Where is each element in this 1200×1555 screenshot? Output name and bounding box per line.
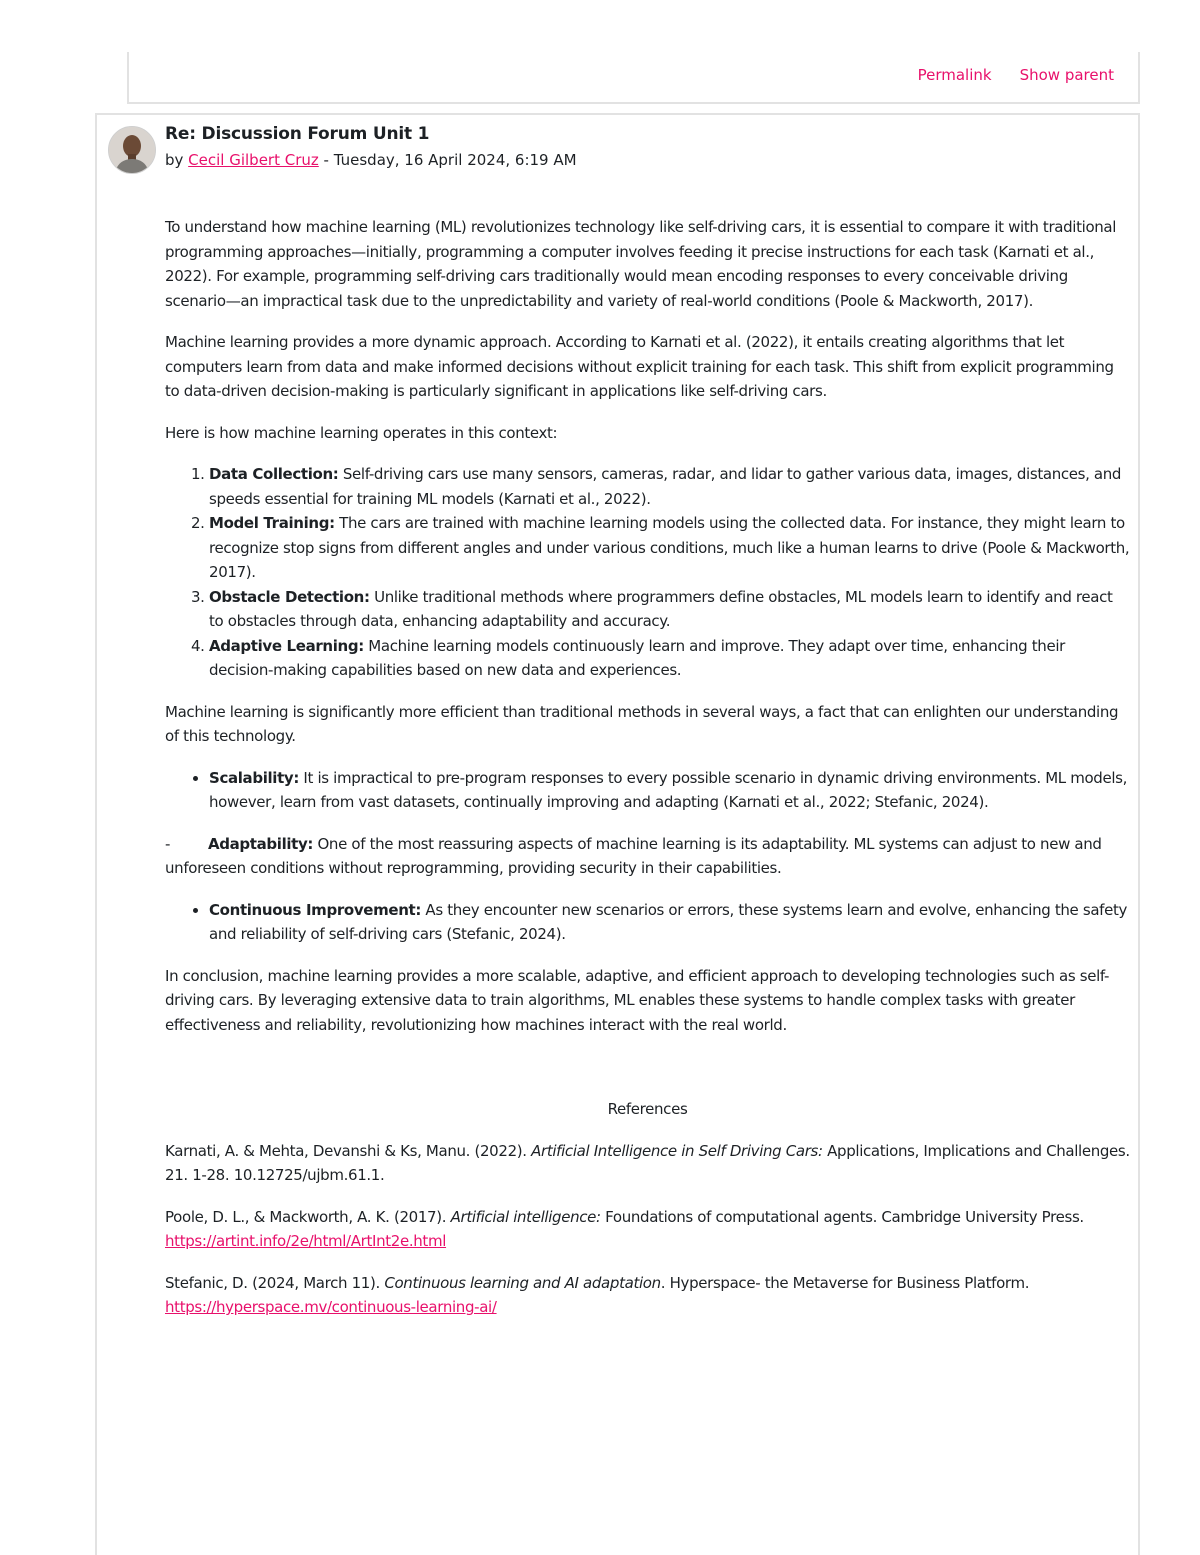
date-separator: -	[318, 151, 334, 169]
reference-title: Continuous learning and AI adaptation	[384, 1273, 661, 1292]
reference-item	[165, 1205, 1130, 1254]
list-item	[209, 585, 1130, 634]
forum-post	[95, 113, 1140, 1555]
intro-paragraph: To understand how machine learning (ML) revolutionizes technology like self-driving cars, it is essential to compare it with traditional programming approaches—initially, programming a computer involves feeding it precise instructions for each task (Karnati et al., 2022). For example, programming self-driving cars traditionally would mean encoding responses to every conceivable driving scenario—an impractical task due to the unpredictability and variety of real-world conditions (Poole & Mackworth, 2017).	[165, 218, 1117, 310]
post-date: Tuesday, 16 April 2024, 6:19 AM	[333, 151, 577, 169]
author-avatar[interactable]	[108, 126, 156, 174]
reference-text-after: Foundations of computational agents. Cambridge University Press.	[600, 1207, 1084, 1226]
continuous-list	[165, 898, 1130, 947]
list-item	[209, 766, 1130, 815]
list-item-term: Obstacle Detection:	[209, 587, 370, 606]
list-item	[209, 634, 1130, 683]
list-item-term: Scalability:	[209, 768, 299, 787]
reference-title: Artificial intelligence:	[450, 1207, 601, 1226]
author-link[interactable]: Cecil Gilbert Cruz	[188, 151, 319, 169]
adaptability-term: Adaptability:	[208, 834, 314, 853]
scalability-list	[165, 766, 1130, 815]
dash-marker: -	[165, 834, 171, 853]
show-parent-link[interactable]: Show parent	[1019, 66, 1114, 84]
post-content	[165, 215, 1130, 1337]
post-commands	[918, 66, 1114, 84]
context-paragraph: Here is how machine learning operates in this context:	[165, 423, 558, 442]
adaptability-paragraph	[165, 832, 1130, 881]
reference-text: Karnati, A. & Mehta, Devanshi & Ks, Manu. (2022).	[165, 1141, 532, 1160]
reference-text: Poole, D. L., & Mackworth, A. K. (2017).	[165, 1207, 451, 1226]
parent-post-box	[127, 52, 1140, 104]
list-item-term: Data Collection:	[209, 465, 339, 483]
avatar-photo-icon	[109, 127, 155, 173]
reference-text: Stefanic, D. (2024, March 11).	[165, 1273, 385, 1292]
post-subject: Re: Discussion Forum Unit 1	[165, 124, 430, 144]
list-item-term: Model Training:	[209, 514, 335, 532]
list-item	[209, 511, 1130, 585]
approach-paragraph: Machine learning provides a more dynamic approach. According to Karnati et al. (2022), it entails creating algorithms that let computers learn from data and make informed decisions without explicit training for each task. This shift from explicit programming to data-driven decision-making is particularly significant in applications like self-driving cars.	[165, 333, 1114, 400]
list-item	[209, 898, 1130, 947]
list-item-text: It is impractical to pre-program responses to every possible scenario in dynamic driving environments. ML models, however, learn from vast datasets, continually improving and adapting (Karnati et al., 2022; Stefanic, 2024).	[209, 768, 1128, 811]
reference-text-after: Applications, Implications and Challenges. 21. 1-28. 10.12725/ujbm.61.1.	[165, 1141, 1130, 1184]
list-item-text: Self-driving cars use many sensors, cameras, radar, and lidar to gather various data, images, distances, and speeds essential for training ML models (Karnati et al., 2022).	[209, 465, 1122, 508]
list-item-text: As they encounter new scenarios or errors, these systems learn and evolve, enhancing the safety and reliability of self-driving cars (Stefanic, 2024).	[209, 900, 1128, 943]
post-byline	[165, 151, 577, 169]
list-item-text: Machine learning models continuously learn and improve. They adapt over time, enhancing their decision-making capabilities based on new data and experiences.	[209, 636, 1065, 679]
list-item	[209, 462, 1130, 511]
reference-item	[165, 1139, 1130, 1188]
reference-title: Artificial Intelligence in Self Driving Cars:	[531, 1141, 823, 1160]
reference-text-after: . Hyperspace- the Metaverse for Business Platform.	[660, 1273, 1030, 1292]
reference-link[interactable]: https://artint.info/2e/html/ArtInt2e.html	[165, 1232, 447, 1250]
list-item-term: Adaptive Learning:	[209, 636, 364, 655]
permalink-link[interactable]: Permalink	[917, 66, 992, 84]
conclusion-paragraph: In conclusion, machine learning provides a more scalable, adaptive, and efficient approach to developing technologies such as self-driving cars. By leveraging extensive data to train algorithms, ML enables these systems to handle complex tasks with greater effectiveness and reliability, revolutionizing how machines interact with the real world.	[165, 966, 1110, 1034]
reference-link[interactable]: https://hyperspace.mv/continuous-learning-ai/	[165, 1298, 497, 1316]
list-item-text: The cars are trained with machine learning models using the collected data. For instance, they might learn to recognize stop signs from different angles and under various conditions, much like a human learns to drive (Poole & Mackworth, 2017).	[209, 514, 1130, 581]
references-heading: References	[607, 1100, 688, 1118]
efficiency-paragraph: Machine learning is significantly more efficient than traditional methods in several ways, a fact that can enlighten our understanding of this technology.	[165, 702, 1119, 745]
by-label: by	[165, 151, 189, 169]
ml-steps-list	[165, 462, 1130, 683]
list-item-text: Unlike traditional methods where programmers define obstacles, ML models learn to identify and react to obstacles through data, enhancing adaptability and accuracy.	[209, 587, 1113, 630]
reference-item	[165, 1271, 1130, 1320]
list-item-term: Continuous Improvement:	[209, 900, 421, 919]
adaptability-text: One of the most reassuring aspects of machine learning is its adaptability. ML systems can adjust to new and unforeseen conditions without reprogramming, providing security in their capabilities.	[165, 834, 1102, 877]
